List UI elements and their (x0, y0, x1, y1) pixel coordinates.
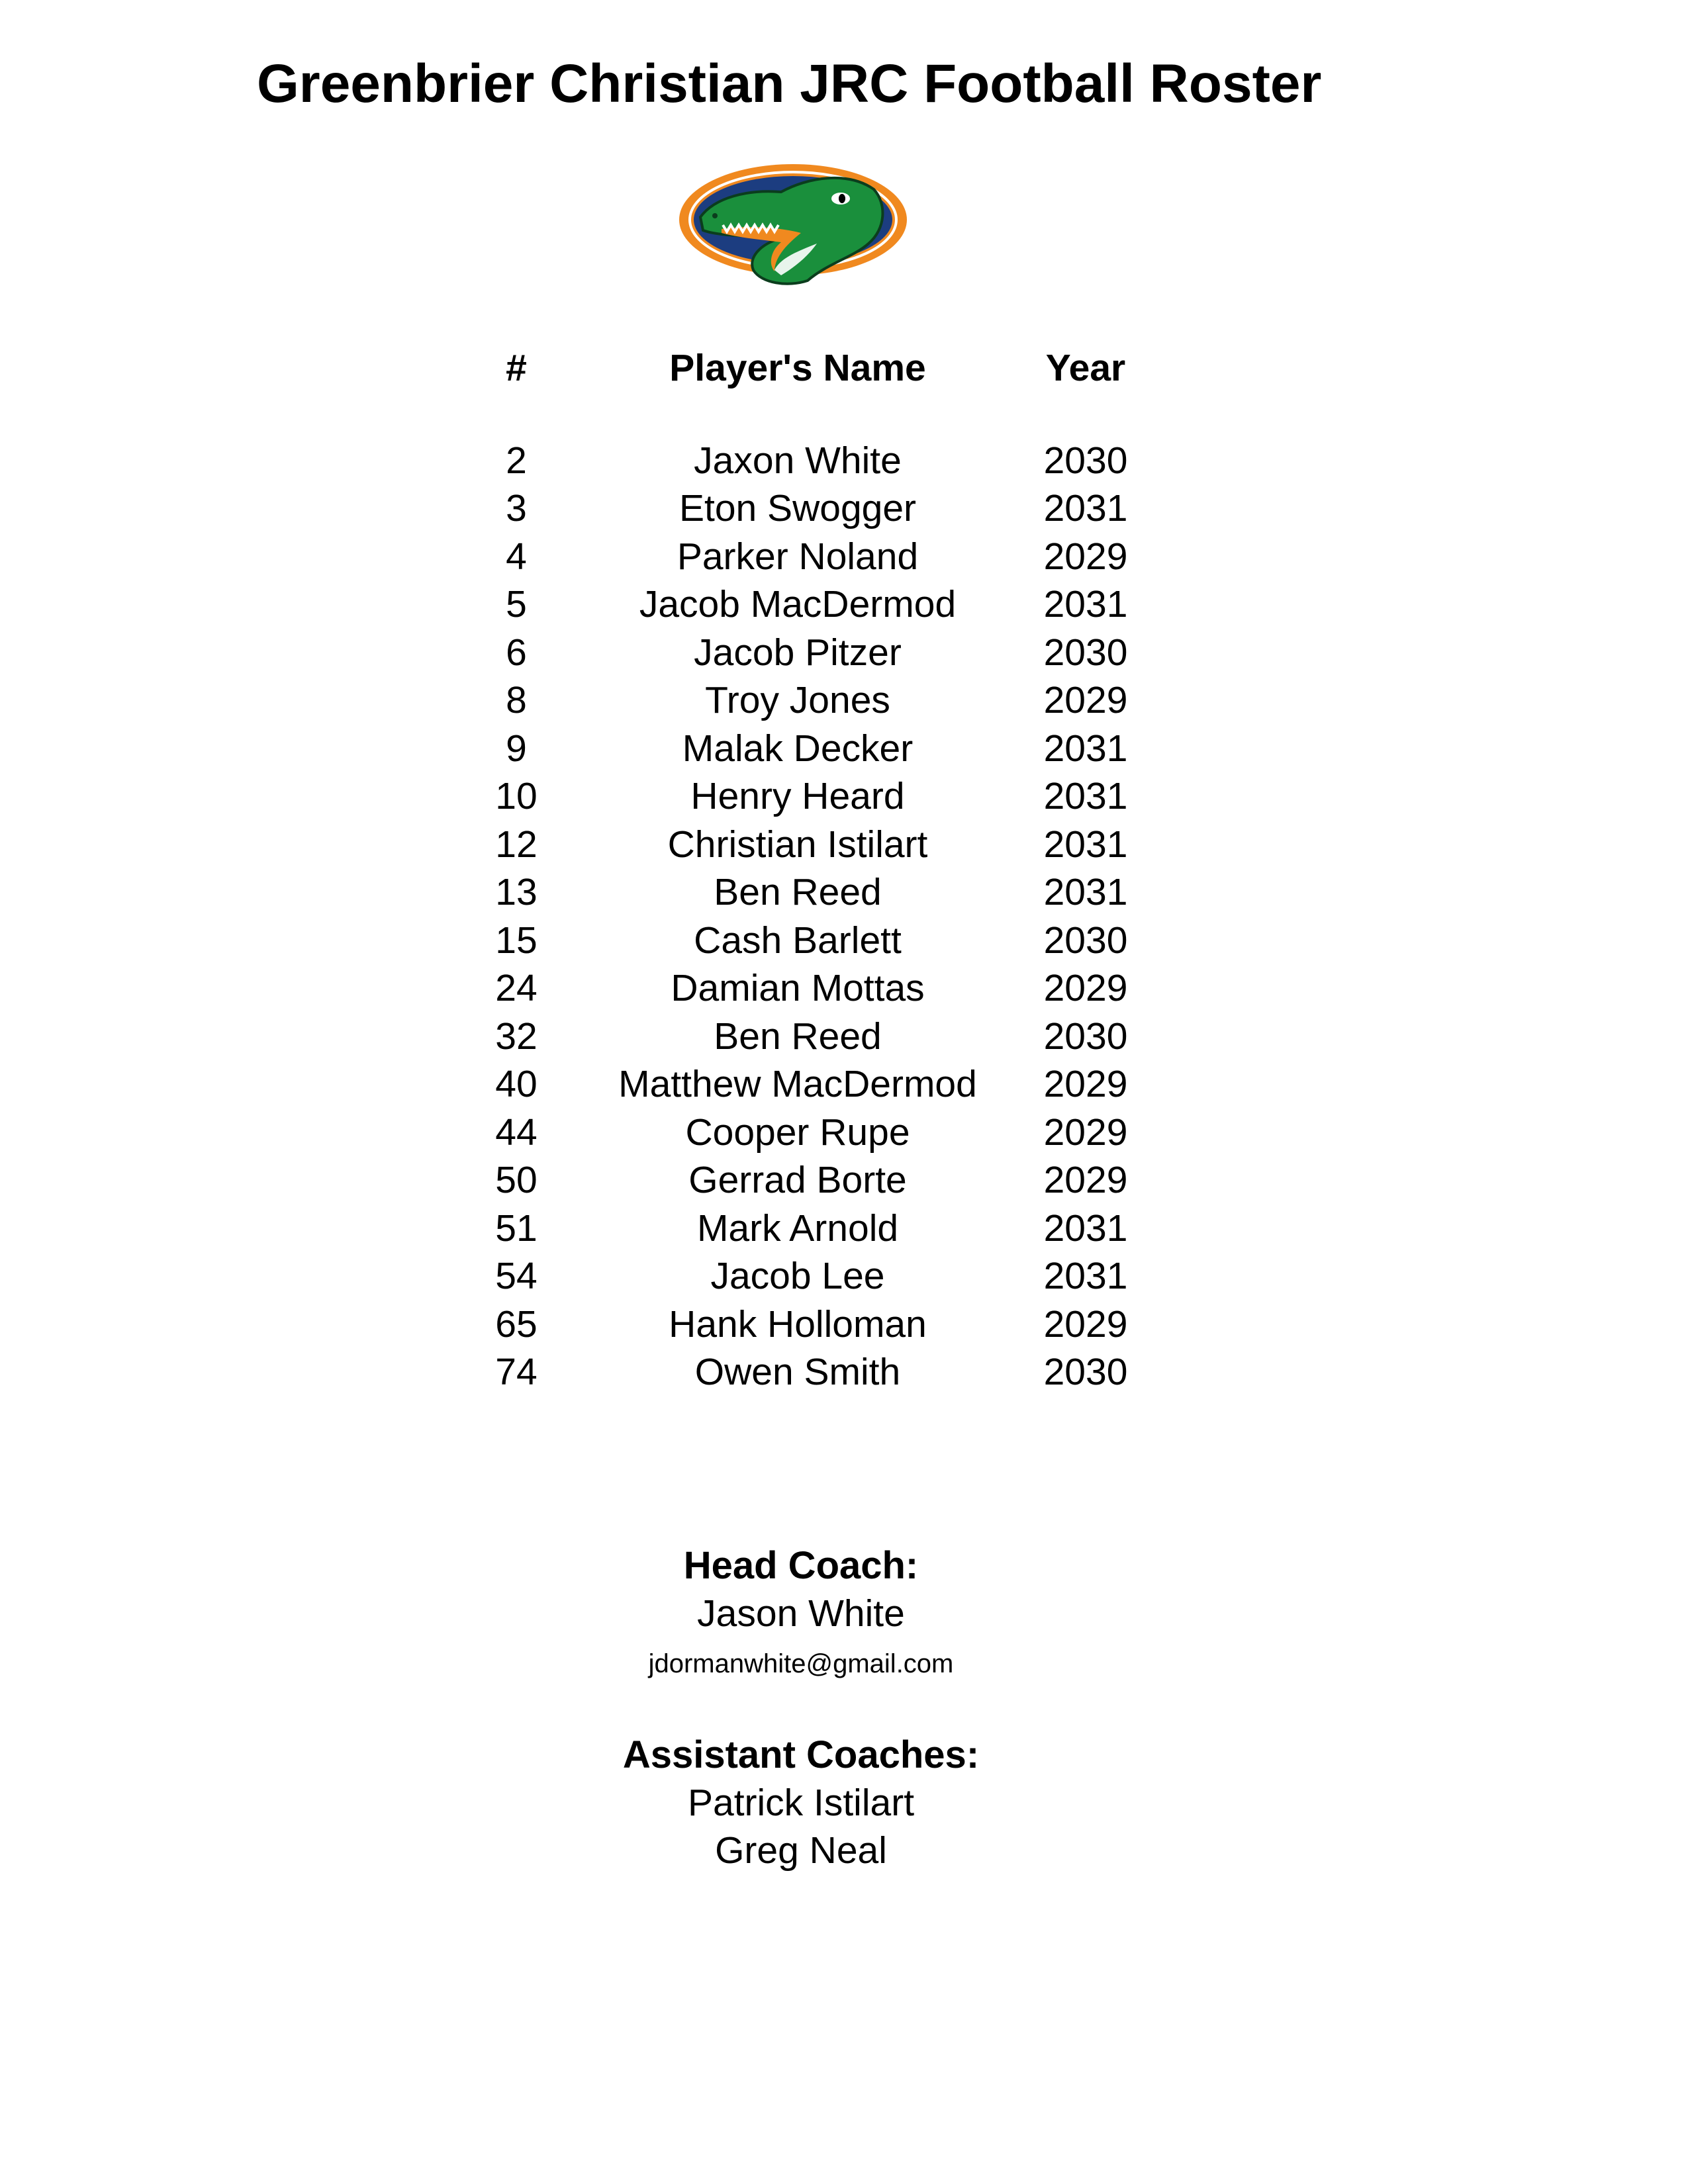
column-header-year: Year (1045, 346, 1126, 389)
player-year: 2031 (1043, 1255, 1128, 1298)
player-number: 65 (495, 1302, 538, 1345)
table-row (450, 1013, 1192, 1061)
player-name: Matthew MacDermod (618, 1063, 977, 1106)
player-year: 2030 (1043, 1015, 1128, 1058)
player-name: Eton Swogger (679, 487, 917, 530)
table-row (450, 965, 1192, 1013)
player-year: 2029 (1043, 1063, 1128, 1106)
player-name: Parker Noland (677, 535, 919, 578)
player-name: Malak Decker (682, 727, 914, 770)
player-year: 2031 (1043, 775, 1128, 818)
player-name: Troy Jones (705, 679, 890, 722)
table-row (450, 1300, 1192, 1349)
player-number: 50 (495, 1159, 538, 1202)
head-coach-name: Jason White (697, 1592, 905, 1635)
table-row (450, 725, 1192, 773)
player-number: 32 (495, 1015, 538, 1058)
player-name: Jaxon White (694, 439, 902, 482)
table-row (450, 1349, 1192, 1397)
table-row (450, 485, 1192, 533)
player-number: 2 (506, 439, 527, 482)
table-row (450, 533, 1192, 581)
player-number: 3 (506, 487, 527, 530)
player-year: 2029 (1043, 967, 1128, 1010)
player-name: Mark Arnold (696, 1206, 899, 1250)
head-coach-email: jdormanwhite@gmail.com (648, 1649, 954, 1678)
player-name: Cooper Rupe (685, 1111, 910, 1154)
player-number: 15 (495, 919, 538, 962)
roster-body (450, 437, 1192, 1396)
player-number: 12 (495, 823, 538, 866)
assistant-coach-name: Greg Neal (715, 1829, 887, 1872)
assistant-coach-name: Patrick Istilart (687, 1782, 915, 1824)
head-coach-label: Head Coach: (683, 1544, 919, 1587)
player-name: Cash Barlett (694, 919, 902, 962)
player-number: 51 (495, 1206, 538, 1250)
table-row (450, 581, 1192, 629)
player-year: 2031 (1043, 823, 1128, 866)
player-number: 6 (506, 631, 527, 674)
player-number: 13 (495, 871, 538, 914)
assistant-coaches-label: Assistant Coaches: (622, 1733, 980, 1776)
column-header-number: # (506, 346, 527, 389)
player-year: 2029 (1043, 679, 1128, 722)
table-row (450, 1109, 1192, 1157)
column-header-name: Player's Name (669, 346, 926, 389)
player-year: 2031 (1043, 583, 1128, 626)
player-number: 54 (495, 1255, 538, 1298)
player-year: 2029 (1043, 1302, 1128, 1345)
player-year: 2029 (1043, 1159, 1128, 1202)
player-name: Jacob Pitzer (694, 631, 902, 674)
player-name: Christian Istilart (667, 823, 928, 866)
table-row (450, 677, 1192, 725)
table-row (450, 773, 1192, 821)
player-year: 2030 (1043, 439, 1128, 482)
coaches-section (596, 1542, 1006, 1874)
table-row (450, 437, 1192, 485)
player-name: Gerrad Borte (688, 1159, 907, 1202)
table-row (450, 917, 1192, 965)
player-year: 2030 (1043, 919, 1128, 962)
player-year: 2031 (1043, 1206, 1128, 1250)
player-number: 40 (495, 1063, 538, 1106)
player-year: 2031 (1043, 487, 1128, 530)
player-year: 2029 (1043, 1111, 1128, 1154)
player-number: 44 (495, 1111, 538, 1154)
roster-header-row (450, 339, 1192, 397)
table-row (450, 869, 1192, 917)
player-year: 2031 (1043, 871, 1128, 914)
player-number: 10 (495, 775, 538, 818)
table-row (450, 1205, 1192, 1253)
player-name: Jacob MacDermod (639, 583, 957, 626)
player-year: 2030 (1043, 1351, 1128, 1394)
page-title: Greenbrier Christian JRC Football Roster (257, 54, 1322, 114)
player-name: Ben Reed (714, 871, 882, 914)
player-name: Ben Reed (714, 1015, 882, 1058)
player-name: Henry Heard (690, 775, 905, 818)
table-row (450, 629, 1192, 677)
player-number: 74 (495, 1351, 538, 1394)
player-name: Owen Smith (694, 1351, 901, 1394)
player-year: 2029 (1043, 535, 1128, 578)
player-name: Hank Holloman (669, 1302, 927, 1345)
player-number: 9 (506, 727, 527, 770)
player-number: 4 (506, 535, 527, 578)
player-year: 2031 (1043, 727, 1128, 770)
player-number: 8 (506, 679, 527, 722)
table-row (450, 1061, 1192, 1109)
table-row (450, 1253, 1192, 1301)
gator-logo-icon (675, 151, 914, 295)
player-name: Damian Mottas (671, 967, 925, 1010)
player-number: 24 (495, 967, 538, 1010)
player-number: 5 (506, 583, 527, 626)
player-name: Jacob Lee (710, 1255, 885, 1298)
roster-table (450, 339, 1192, 1396)
table-row (450, 821, 1192, 869)
player-year: 2030 (1043, 631, 1128, 674)
table-row (450, 1157, 1192, 1205)
